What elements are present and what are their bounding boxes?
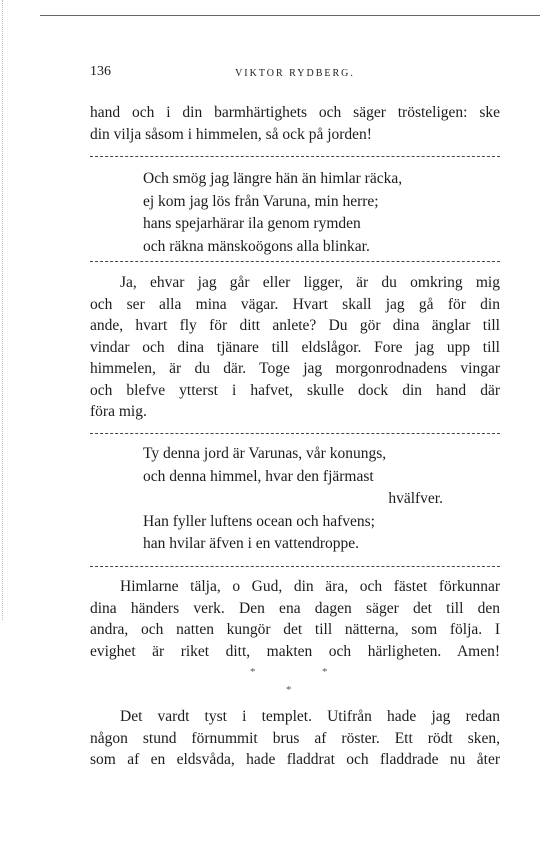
verse-line: ej kom jag lös från Varuna, min herre; xyxy=(143,192,379,210)
verse-2 xyxy=(143,443,443,556)
dashed-divider xyxy=(90,261,500,262)
verse-line: hvälfver. xyxy=(388,490,443,507)
text-line: ande, hvart fly för ditt anlete? Du gör dina änglar till xyxy=(90,317,500,334)
text-line: vindar och dina tjänare till eldslågor. Fore jag upp till xyxy=(90,338,500,356)
verse-line: hans spejarhärar ila genom rymden xyxy=(143,215,361,232)
verse-line: och räkna mänskoögons alla blinkar. xyxy=(143,237,370,255)
text-line: himmelen, är du där. Toge jag morgonrodnadens vingar xyxy=(90,360,500,377)
text-line: dina händers verk. Den ena dagen säger det till den xyxy=(90,599,500,617)
text-line: Ja, ehvar jag går eller ligger, är du omkring mig xyxy=(120,274,500,291)
dashed-divider xyxy=(90,433,500,434)
text-line: någon stund förnummit brus af röster. Ett rödt sken, xyxy=(90,729,500,747)
running-head: VIKTOR RYDBERG. xyxy=(235,68,355,79)
paragraph-1 xyxy=(90,102,500,145)
text-line: föra mig. xyxy=(90,403,147,420)
text-line: evighet är riket ditt, makten och härligheten. Amen! xyxy=(90,642,500,660)
text-line: hand och i din barmhärtighets och säger trösteligen: ske xyxy=(90,104,500,121)
page-header xyxy=(90,64,500,86)
verse-line: Ty denna jord är Varunas, vår konungs, xyxy=(143,445,387,462)
text-line: som af en eldsvåda, hade fladdrat och fladdrade nu åter xyxy=(90,751,500,768)
text-line: andra, och natten kungör det till nätterna, som följa. I xyxy=(90,621,500,638)
verse-line: han hvilar äfven i en vattendroppe. xyxy=(143,535,360,552)
verse-1 xyxy=(143,168,443,258)
asterism-star: * xyxy=(250,666,256,678)
verse-line: Och smög jag längre hän än himlar räcka, xyxy=(143,170,403,187)
dashed-divider xyxy=(90,566,500,567)
asterism-star: * xyxy=(322,666,328,678)
verse-line: Han fyller luftens ocean och hafvens; xyxy=(143,512,375,530)
dashed-divider xyxy=(90,156,500,157)
text-line: Himlarne tälja, o Gud, din ära, och fästet förkunnar xyxy=(120,578,500,595)
text-line: din vilja såsom i himmelen, så ock på jorden! xyxy=(90,125,372,143)
text-line: och blefve ytterst i hafvet, skulle dock din hand där xyxy=(90,381,500,399)
verse-line: och denna himmel, hvar den fjärmast xyxy=(143,467,374,485)
page-number: 136 xyxy=(90,64,111,79)
top-rule xyxy=(40,15,540,16)
text-line: och ser alla mina vägar. Hvart skall jag gå för din xyxy=(90,295,500,313)
paragraph-3 xyxy=(90,576,500,662)
page-edge xyxy=(2,0,3,620)
asterism-star: * xyxy=(286,684,292,696)
paragraph-2 xyxy=(90,272,500,423)
text-line: Det vardt tyst i templet. Utifrån hade jag redan xyxy=(120,708,500,725)
paragraph-4 xyxy=(90,706,500,771)
